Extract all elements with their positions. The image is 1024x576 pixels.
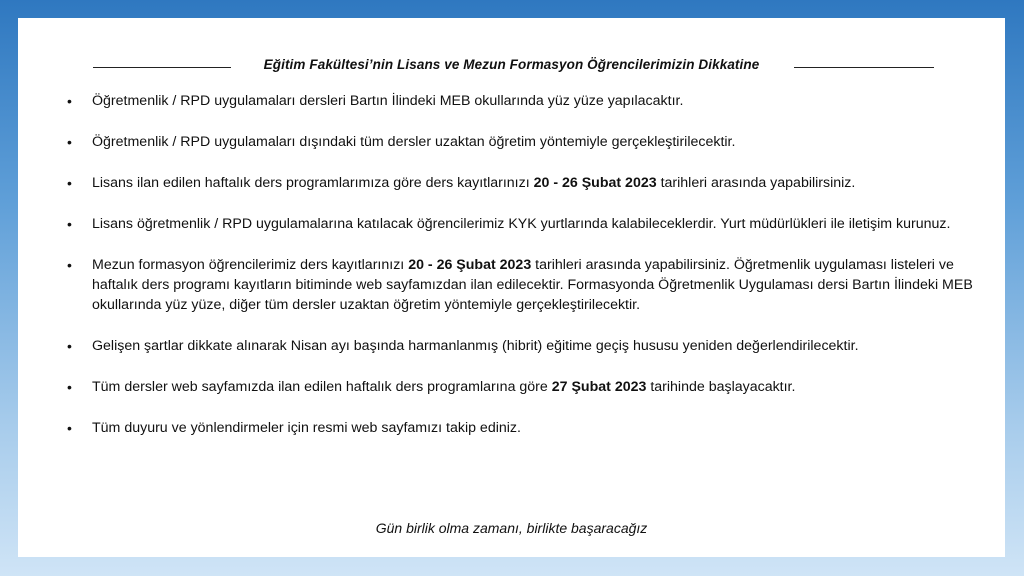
title-row — [18, 55, 1005, 79]
list-item — [67, 214, 982, 234]
item-text-after: tarihinde başlayacaktır. — [646, 379, 796, 395]
item-text-after: tarihleri arasında yapabilirsiniz. Öğretmenlik uygulaması listeleri ve haftalık ders programı kayıtların bitiminde web sayfamızdan ilan edilecektir. Formasyonda Öğretmenlik Uygulaması dersi Bartın İlindeki MEB okullarında yüz yüze, diğer tüm dersler uzaktan öğretim yöntemiyle gerçekleştirilecektir. — [92, 257, 973, 313]
list-item — [67, 91, 982, 111]
item-date: 27 Şubat 2023 — [551, 379, 647, 395]
title-rule-right — [794, 67, 934, 68]
list-item — [67, 255, 982, 315]
bullet-dot-icon: • — [67, 420, 72, 436]
list-item — [67, 173, 982, 193]
bullet-dot-icon: • — [67, 257, 72, 273]
item-text: Gelişen şartlar dikkate alınarak Nisan ayı başında harmanlanmış (hibrit) eğitime geçiş hususu yeniden değerlendirilecektir. — [92, 338, 859, 354]
item-text: Öğretmenlik / RPD uygulamaları dışındaki tüm dersler uzaktan öğretim yöntemiyle gerçekleştirilecektir. — [92, 134, 736, 150]
announcement-title: Eğitim Fakültesi’nin Lisans ve Mezun Formasyon Öğrencilerimizin Dikkatine — [263, 57, 760, 72]
item-text: Lisans ilan edilen haftalık ders programlarımıza göre ders kayıtlarınızı — [92, 175, 534, 191]
item-text: Lisans öğretmenlik / RPD uygulamalarına katılacak öğrencilerimiz KYK yurtlarında kalabileceklerdir. Yurt müdürlükleri ile iletişim kurunuz. — [92, 216, 951, 232]
item-text-after: tarihleri arasında yapabilirsiniz. — [656, 175, 856, 191]
item-date: 20 - 26 Şubat 2023 — [533, 175, 657, 191]
footer-motto: Gün birlik olma zamanı, birlikte başaracağız — [375, 520, 648, 536]
item-text: Mezun formasyon öğrencilerimiz ders kayıtlarınızı — [92, 257, 409, 273]
item-text: Öğretmenlik / RPD uygulamaları dersleri Bartın İlindeki MEB okullarında yüz yüze yapılacaktır. — [92, 93, 684, 109]
list-item — [67, 418, 982, 438]
bullet-dot-icon: • — [67, 216, 72, 232]
bullet-dot-icon: • — [67, 175, 72, 191]
bullet-dot-icon: • — [67, 134, 72, 150]
bullet-dot-icon: • — [67, 379, 72, 395]
item-text: Tüm duyuru ve yönlendirmeler için resmi web sayfamızı takip ediniz. — [92, 420, 521, 436]
item-text: Tüm dersler web sayfamızda ilan edilen haftalık ders programlarına göre — [92, 379, 552, 395]
bullet-dot-icon: • — [67, 338, 72, 354]
list-item — [67, 377, 982, 397]
announcement-list — [67, 91, 982, 459]
list-item — [67, 336, 982, 356]
bullet-dot-icon: • — [67, 93, 72, 109]
list-item — [67, 132, 982, 152]
announcement-card — [18, 18, 1005, 557]
item-date: 20 - 26 Şubat 2023 — [408, 257, 532, 273]
